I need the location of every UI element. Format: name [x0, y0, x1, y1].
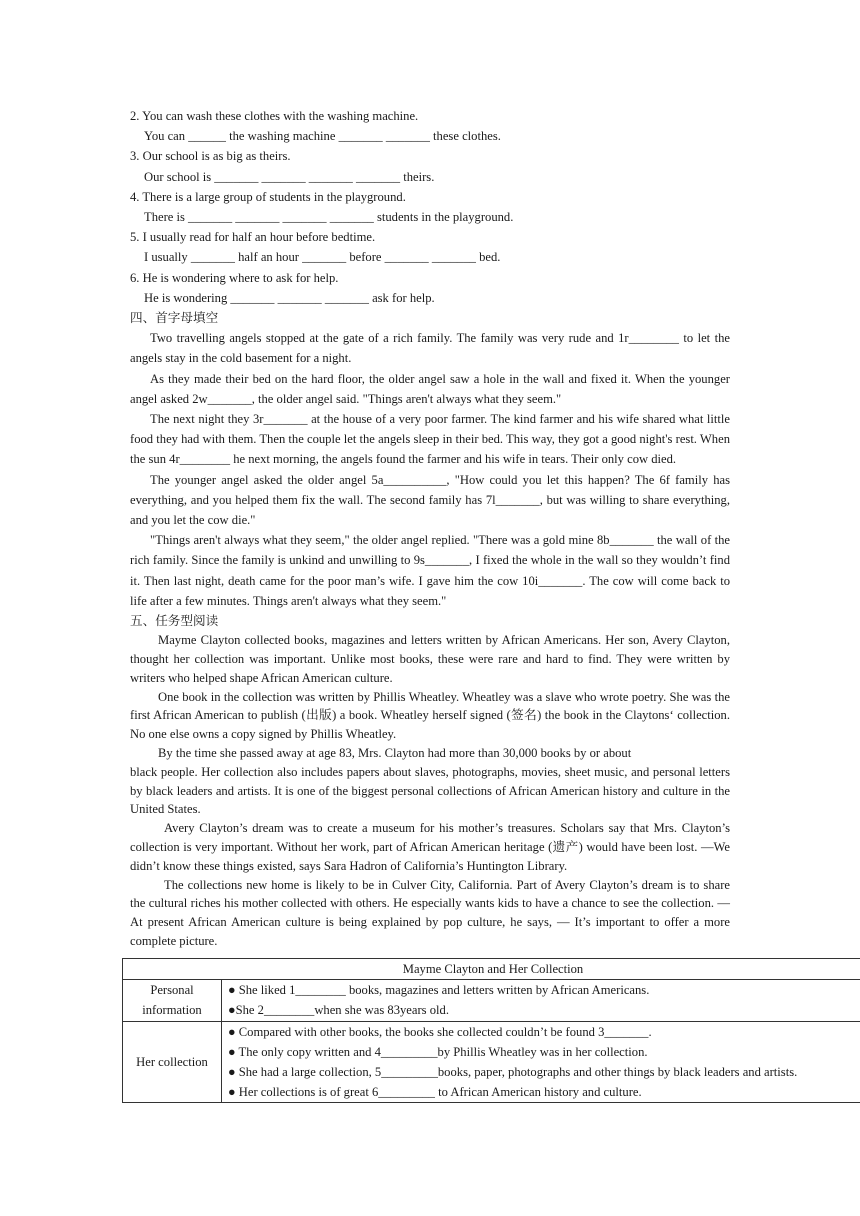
row-content-personal [222, 980, 860, 1021]
table-title: Mayme Clayton and Her Collection [123, 959, 860, 980]
answer-5: I usually _______ half an hour _______ before _______ _______ bed. [144, 250, 501, 265]
blank-line-4: ● The only copy written and 4_________by Phillis Wheatley was in her collection. [228, 1044, 648, 1059]
row-content-collection [222, 1021, 860, 1103]
table-row [123, 1021, 860, 1103]
question-4: 4. There is a large group of students in the playground. [130, 189, 406, 204]
cloze-paragraph-3: The next night they 3r_______ at the house of a very poor farmer. The kind farmer and his wife shared what little food they had with them. Then the couple let the angels sleep in their bed. This way, they got a good night's rest. When the sun 4r________ he next morning, the angels found the farmer and his wife in tears. Their only cow died. [130, 412, 730, 467]
worksheet-page [130, 106, 730, 951]
answer-2: You can ______ the washing machine _______ _______ these clothes. [144, 129, 501, 144]
cloze-paragraph-5: "Things aren't always what they seem," the older angel replied. "There was a gold mine 8b_______ the wall of the rich family. Since the family is unkind and unwilling to 9s_______, I fixed the whole in the wall so they wouldn’t find it. Then last night, death came for the poor man’s wife. I gave him the cow 10i_______. The cow will come back to life after a few minutes. Things aren't always what they seem." [130, 533, 730, 608]
task-reading-table [122, 958, 860, 1103]
question-6: 6. He is wondering where to ask for help. [130, 270, 339, 285]
reading-passage [130, 631, 730, 951]
section-4-heading: 四、首字母填空 [130, 311, 219, 326]
exercise-rewrite-list [130, 106, 730, 308]
reading-paragraph-4: black people. Her collection also includes papers about slaves, photographs, movies, sheet music, and personal letters by black leaders and artists. It is one of the biggest personal collections of African American history and culture in the United States. [130, 764, 730, 817]
reading-paragraph-3: By the time she passed away at age 83, Mrs. Clayton had more than 30,000 books by or about [158, 746, 632, 761]
cloze-passage [130, 328, 730, 611]
cloze-paragraph-1: Two travelling angels stopped at the gate of a rich family. The family was very rude and 1r________ to let the angels stay in the cold basement for a night. [130, 331, 730, 366]
table-row [123, 980, 860, 1021]
section-5-heading: 五、任务型阅读 [130, 614, 219, 629]
cloze-paragraph-2: As they made their bed on the hard floor, the older angel saw a hole in the wall and fixed it. When the younger angel asked 2w_______, the older angel said. "Things aren't always what they seem." [130, 371, 730, 406]
answer-3: Our school is _______ _______ _______ _______ theirs. [144, 169, 435, 184]
question-3: 3. Our school is as big as theirs. [130, 149, 291, 164]
row-label-personal: Personal information [123, 980, 222, 1021]
blank-line-6: ● Her collections is of great 6_________ to African American history and culture. [228, 1085, 642, 1100]
answer-6: He is wondering _______ _______ _______ ask for help. [144, 290, 435, 305]
reading-paragraph-2: One book in the collection was written by Phillis Wheatley. Wheatley was a slave who wrote poetry. She was the first African American to publish (出版) a book. Wheatley herself signed (签名) the book in the Claytons‘ collection. No one else owns a copy signed by Phillis Wheatley. [130, 689, 730, 742]
cloze-paragraph-4: The younger angel asked the older angel 5a__________, "How could you let this happen? The 6f family has everything, and you helped them fix the wall. The second family has 7l_______, but was willing to share everything, and you let the cow die." [130, 472, 730, 528]
blank-line-1: ● She liked 1________ books, magazines and letters written by African Americans. [228, 983, 650, 998]
reading-paragraph-6: The collections new home is likely to be in Culver City, California. Part of Avery Clayton’s dream is to share the cultural riches his mother collected with others. He especially wants kids to have a chance to see the collection. ― At present African American culture is being explained by pop culture, he says, ― It’s important to offer a more complete picture. [130, 877, 730, 949]
question-5: 5. I usually read for half an hour before bedtime. [130, 230, 376, 245]
row-label-collection: Her collection [123, 1021, 222, 1103]
blank-line-2: ●She 2________when she was 83years old. [228, 1003, 449, 1018]
reading-paragraph-1: Mayme Clayton collected books, magazines and letters written by African Americans. Her son, Avery Clayton, thought her collection was important. Unlike most books, these were rare and hard to find. They were written by writers who helped shape African American culture. [130, 633, 730, 685]
question-2: 2. You can wash these clothes with the washing machine. [130, 109, 419, 123]
reading-paragraph-5: Avery Clayton’s dream was to create a museum for his mother’s treasures. Scholars say that Mrs. Clayton’s collection is very important. Without her work, part of African American heritage (遗产) would have been lost. ―We didn’t know these things existed, says Sara Hadron of California’s Huntington Library. [130, 821, 730, 873]
blank-line-3: ● Compared with other books, the books she collected couldn’t be found 3_______. [228, 1024, 652, 1039]
answer-4: There is _______ _______ _______ _______ students in the playground. [144, 210, 514, 225]
blank-line-5: ● She had a large collection, 5_________books, paper, photographs and other things by black leaders and artists. [228, 1065, 798, 1080]
